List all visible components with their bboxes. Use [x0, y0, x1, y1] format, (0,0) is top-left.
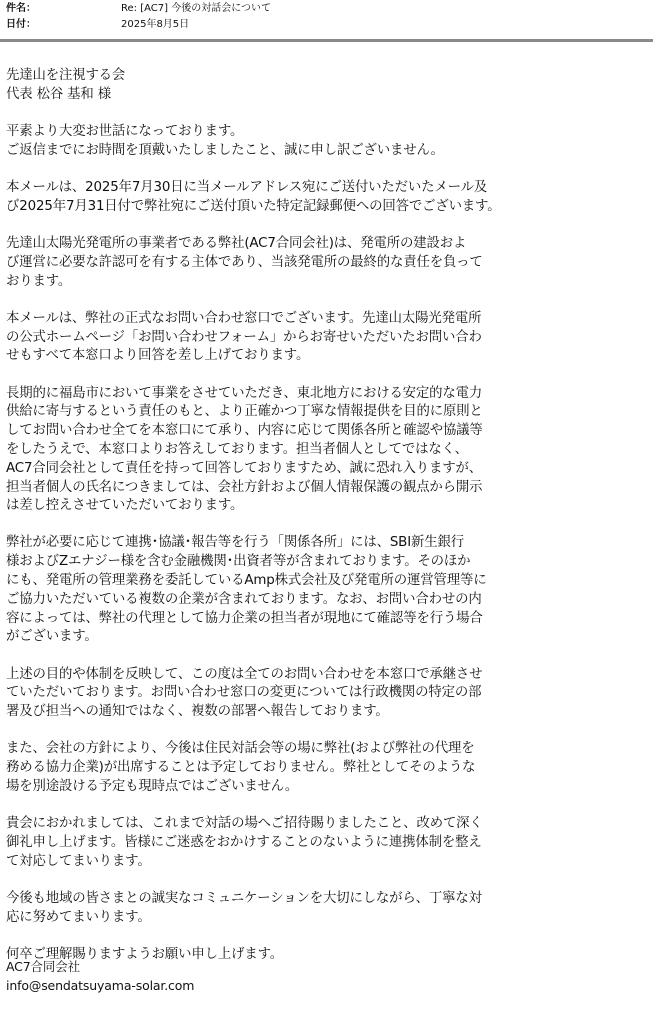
- body-line: 上述の目的や体制を反映して、この度は全てのお問い合わせを本窓口で承継させ: [6, 666, 483, 682]
- body-line: せもすべて本窓口より回答を差し上げております。: [6, 348, 310, 364]
- body-line: 代表 松谷 基和 様: [6, 86, 112, 102]
- body-line: 何卒ご理解賜りますようお願い申し上げます。: [6, 946, 283, 962]
- signature-email: info@sendatsuyama-solar.com: [6, 978, 195, 993]
- subject-value: Re: [AC7] 今後の対話会について: [121, 3, 271, 14]
- body-line: 御礼申し上げます。皆様にご迷惑をおかけすることのないように連携体制を整え: [6, 835, 482, 851]
- body-line: 貴会におかれましては、これまで対話の場へご招待賜りましたこと、改めて深く: [6, 816, 483, 832]
- body-line: また、会社の方針により、今後は住民対話会等の場に弊社(および弊社の代理を: [6, 741, 475, 757]
- body-paragraph: [6, 179, 636, 217]
- body-line: 本メールは、弊社の正式なお問い合わせ窓口でございます。先達山太陽光発電所: [6, 310, 482, 326]
- subject-row: [0, 1, 640, 16]
- body-line: してお問い合わせ全てを本窓口にて承り、内容に応じて関係各所と確認や協議等: [6, 423, 483, 439]
- body-line: 平素より大変お世話になっております。: [6, 123, 244, 139]
- body-line: 担当者個人の氏名につきましては、会社方針および個人情報保護の観点から開示: [6, 479, 483, 495]
- body-line: 本メールは、2025年7月30日に当メールアドレス宛にご送付いただいたメール及: [6, 179, 488, 195]
- body-line: 容によっては、弊社の代理として協力企業の担当者が現地にて確認等を行う場合: [6, 610, 483, 626]
- signature-company: AC7合同会社: [6, 959, 80, 974]
- body-line: 署及び担当への通知ではなく、複数の部署へ報告しております。: [6, 704, 389, 720]
- body-line: び運営に必要な許認可を有する主体であり、当該発電所の最終的な責任を負って: [6, 254, 483, 270]
- body-paragraph: [6, 235, 636, 291]
- body-line: 先達山太陽光発電所の事業者である弊社(AC7合同会社)は、発電所の建設およ: [6, 235, 467, 251]
- body-line: 供給に寄与するという責任のもと、より正確かつ丁寧な情報提供を目的に原則と: [6, 404, 483, 420]
- signature: [6, 957, 406, 995]
- body-paragraph: [6, 67, 636, 105]
- body-line: 先達山を注視する会: [6, 68, 126, 83]
- body-line: AC7合同会社として責任を持って回答しておりますため、誠に恐れ入りますが、: [6, 460, 482, 476]
- body-line: 務める協力企業)が出席することは予定しておりません。弊社としてそのような: [6, 760, 476, 776]
- email-header: [0, 0, 653, 40]
- header-divider: [0, 39, 653, 42]
- email-body: [6, 67, 636, 983]
- date-label: 日付：: [6, 19, 36, 30]
- body-line: 場を別途設ける予定も現時点ではございません。: [6, 779, 299, 795]
- body-line: 様およびZエナジー様を含む金融機関･出資者等が含まれております。そのほか: [6, 554, 471, 570]
- body-line: ご協力いただいている複数の企業が含まれております。なお、お問い合わせの内: [6, 591, 482, 607]
- body-paragraph: [6, 740, 636, 796]
- body-line: がございます。: [6, 629, 98, 645]
- body-line: おります。: [6, 273, 72, 289]
- date-value: 2025年8月5日: [121, 19, 190, 30]
- body-line: て対応してまいります。: [6, 853, 151, 869]
- body-line: の公式ホームページ「お問い合わせフォーム」からお寄せいただいたお問い合わ: [6, 329, 482, 345]
- subject-label: 件名：: [6, 3, 36, 14]
- body-line: 応に努めてまいります。: [6, 909, 151, 925]
- body-paragraph: [6, 666, 636, 722]
- body-paragraph: [6, 815, 636, 871]
- body-line: 今後も地域の皆さまとの誠実なコミュニケーションを大切にしながら、丁寧な対: [6, 891, 482, 906]
- body-paragraph: [6, 123, 636, 161]
- body-line: ていただいております。お問い合わせ窓口の変更については行政機関の特定の部: [6, 685, 482, 701]
- body-line: び2025年7月31日付で弊社宛にご送付頂いた特定記録郵便への回答でございます。: [6, 198, 501, 214]
- date-row: [0, 17, 640, 32]
- body-line: 長期的に福島市において事業をさせていただき、東北地方における安定的な電力: [6, 385, 483, 401]
- body-line: 弊社が必要に応じて連携･協議･報告等を行う「関係各所」には、SBI新生銀行: [6, 535, 464, 551]
- body-line: ご返信までにお時間を頂戴いたしましたこと、誠に申し訳ございません。: [6, 142, 444, 158]
- body-line: にも、発電所の管理業務を委託しているAmp株式会社及び発電所の運営管理等に: [6, 573, 487, 589]
- body-paragraph: [6, 385, 636, 517]
- body-paragraph: [6, 534, 636, 647]
- body-paragraph: [6, 310, 636, 366]
- body-line: は差し控えさせていただいております。: [6, 498, 244, 514]
- body-line: をしたうえで、本窓口よりお答えしております。担当者個人としてではなく、: [6, 441, 468, 457]
- body-paragraph: [6, 890, 636, 928]
